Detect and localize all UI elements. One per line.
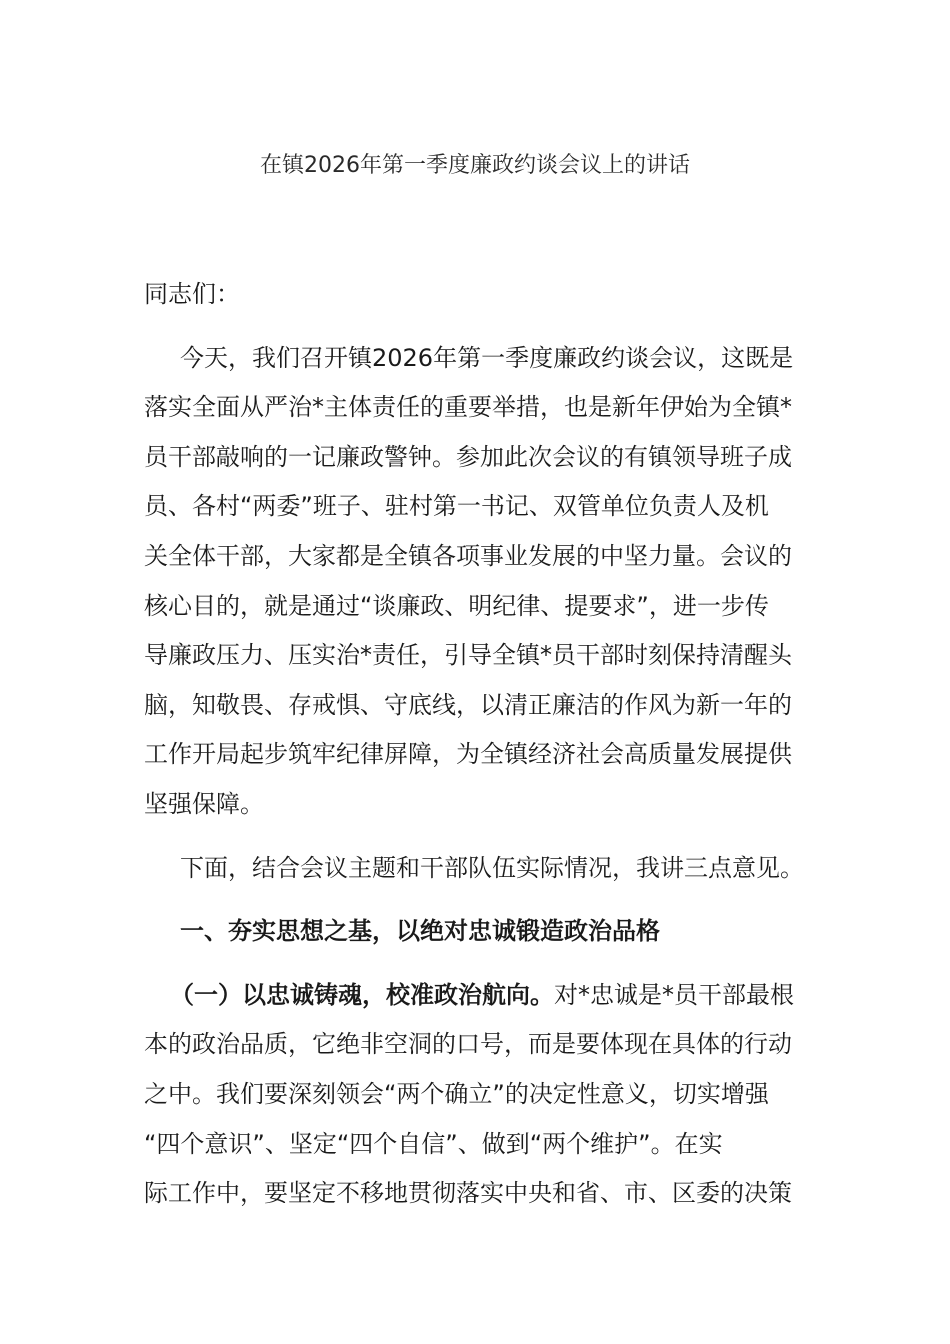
paragraph-line: 导廉政压力、压实治*责任，引导全镇*员干部时刻保持清醒头 [144,641,792,670]
paragraph-line: 今天，我们召开镇2026年第一季度廉政约谈会议，这既是 [180,343,794,372]
paragraph-line: 本的政治品质，它绝非空洞的口号，而是要体现在具体的行动 [144,1030,792,1059]
paragraph-line: “四个意识”、坚定“四个自信”、做到“两个维护”。在实 [144,1129,723,1158]
paragraph-line: 之中。我们要深刻领会“两个确立”的决定性意义，切实增强 [144,1079,769,1108]
paragraph-line: 员、各村“两委”班子、驻村第一书记、双管单位负责人及机 [144,492,769,521]
paragraph-intro [144,334,809,830]
paragraph-line: 关全体干部，大家都是全镇各项事业发展的中坚力量。会议的 [144,541,792,570]
paragraph-outline: 下面，结合会议主题和干部队伍实际情况，我讲三点意见。 [180,853,804,882]
paragraph-line: 员干部敲响的一记廉政警钟。参加此次会议的有镇领导班子成 [144,442,792,471]
subsection-first-line [144,971,809,1021]
document-body [144,270,809,1219]
paragraph-line: 脑，知敬畏、存戒惧、守底线，以清正廉洁的作风为新一年的 [144,690,792,719]
subsection-first-line-text: 对*忠诚是*员干部最根 [554,980,794,1009]
paragraph-line: 工作开局起步筑牢纪律屏障，为全镇经济社会高质量发展提供 [144,740,792,769]
subsection-heading: （一）以忠诚铸魂，校准政治航向。 [170,980,554,1009]
paragraph-line: 坚强保障。 [144,789,264,818]
salutation: 同志们： [144,280,240,308]
document-title: 在镇2026年第一季度廉政约谈会议上的讲话 [260,153,690,178]
paragraph-line: 核心目的，就是通过“谈廉政、明纪律、提要求”，进一步传 [144,591,769,620]
section-heading: 一、夯实思想之基，以绝对忠诚锻造政治品格 [180,917,660,946]
paragraph-line: 落实全面从严治*主体责任的重要举措，也是新年伊始为全镇* [144,393,792,422]
subsection-paragraph [144,971,809,1219]
paragraph-line: 际工作中，要坚定不移地贯彻落实中央和省、市、区委的决策 [144,1179,792,1208]
